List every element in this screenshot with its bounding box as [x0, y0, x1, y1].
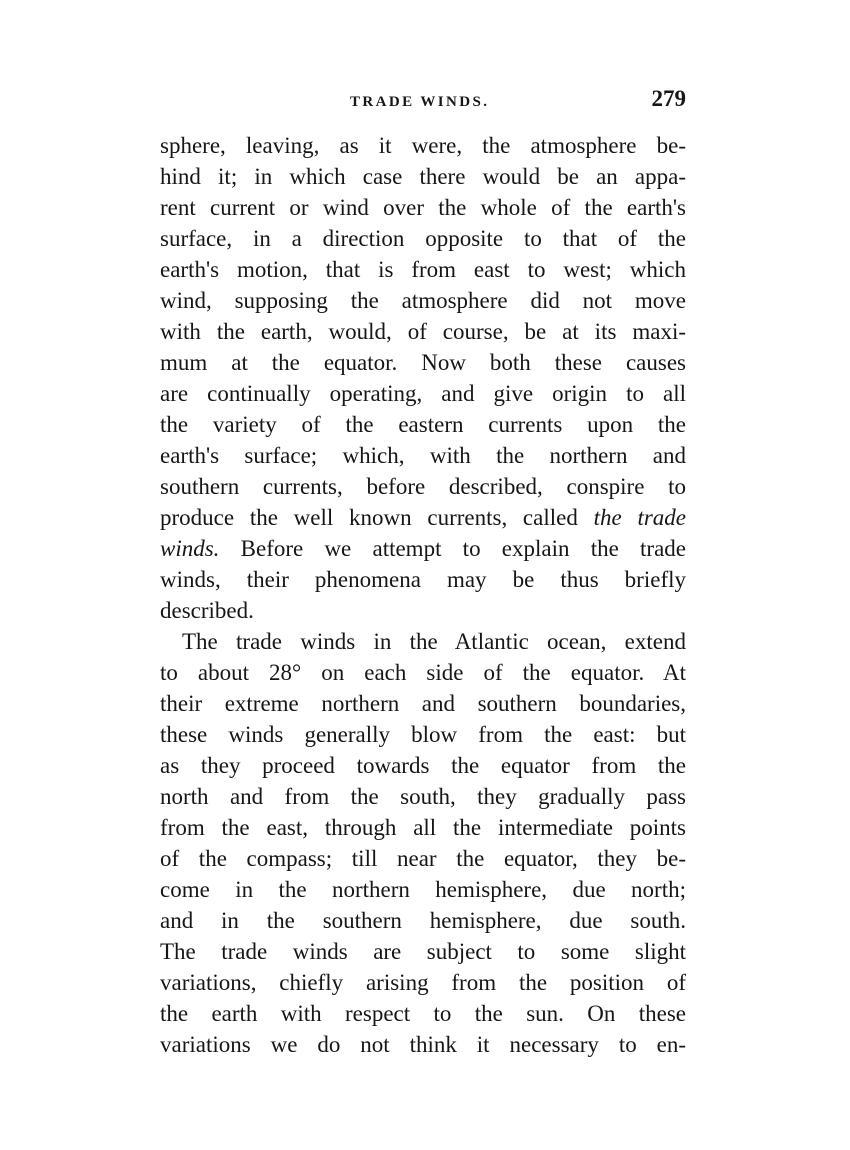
text-line: rent current or wind over the whole of the earth's — [160, 195, 686, 220]
text-line: The trade winds in the Atlantic ocean, extend — [182, 629, 686, 654]
text-line — [160, 533, 686, 564]
running-head-title: TRADE WINDS. — [350, 94, 490, 110]
text-line: come in the northern hemisphere, due north; — [160, 877, 686, 902]
text-line: north and from the south, they gradually pass — [160, 784, 686, 809]
text-line: surface, in a direction opposite to that of the — [160, 226, 686, 251]
text-line: from the east, through all the intermediate points — [160, 815, 686, 840]
text-line: and in the southern hemisphere, due south. — [160, 908, 686, 933]
text-line: their extreme northern and southern boundaries, — [160, 691, 686, 716]
text-line: these winds generally blow from the east: but — [160, 722, 686, 747]
text-line: mum at the equator. Now both these causes — [160, 350, 686, 375]
text-line: are continually operating, and give origin to all — [160, 381, 686, 406]
body-text — [160, 130, 686, 1060]
text-line: winds, their phenomena may be thus briefly — [160, 567, 686, 592]
text-run: Before we attempt to explain the trade — [219, 536, 686, 561]
italic-term: winds. — [160, 536, 220, 561]
text-line: wind, supposing the atmosphere did not move — [160, 288, 686, 313]
text-line: earth's motion, that is from east to west; which — [160, 257, 686, 282]
italic-term: the trade — [593, 505, 686, 530]
text-run: produce the well known currents, called — [160, 505, 594, 530]
page-number: 279 — [651, 86, 686, 111]
text-line: sphere, leaving, as it were, the atmosphere be- — [160, 133, 686, 158]
text-line: southern currents, before described, conspire to — [160, 474, 686, 499]
text-line: variations we do not think it necessary to en- — [160, 1032, 686, 1057]
text-line: as they proceed towards the equator from the — [160, 753, 686, 778]
text-line: with the earth, would, of course, be at its maxi- — [160, 319, 686, 344]
text-line: variations, chiefly arising from the position of — [160, 970, 686, 995]
text-line: hind it; in which case there would be an appa- — [160, 164, 686, 189]
text-line: the variety of the eastern currents upon the — [160, 412, 686, 437]
text-line — [160, 502, 686, 533]
text-line: described. — [160, 598, 254, 623]
text-line: The trade winds are subject to some slight — [160, 939, 686, 964]
running-head — [160, 86, 686, 122]
text-line: of the compass; till near the equator, they be- — [160, 846, 686, 871]
text-line: to about 28° on each side of the equator. At — [160, 660, 686, 685]
text-line: earth's surface; which, with the northern and — [160, 443, 686, 468]
text-line: the earth with respect to the sun. On these — [160, 1001, 686, 1026]
